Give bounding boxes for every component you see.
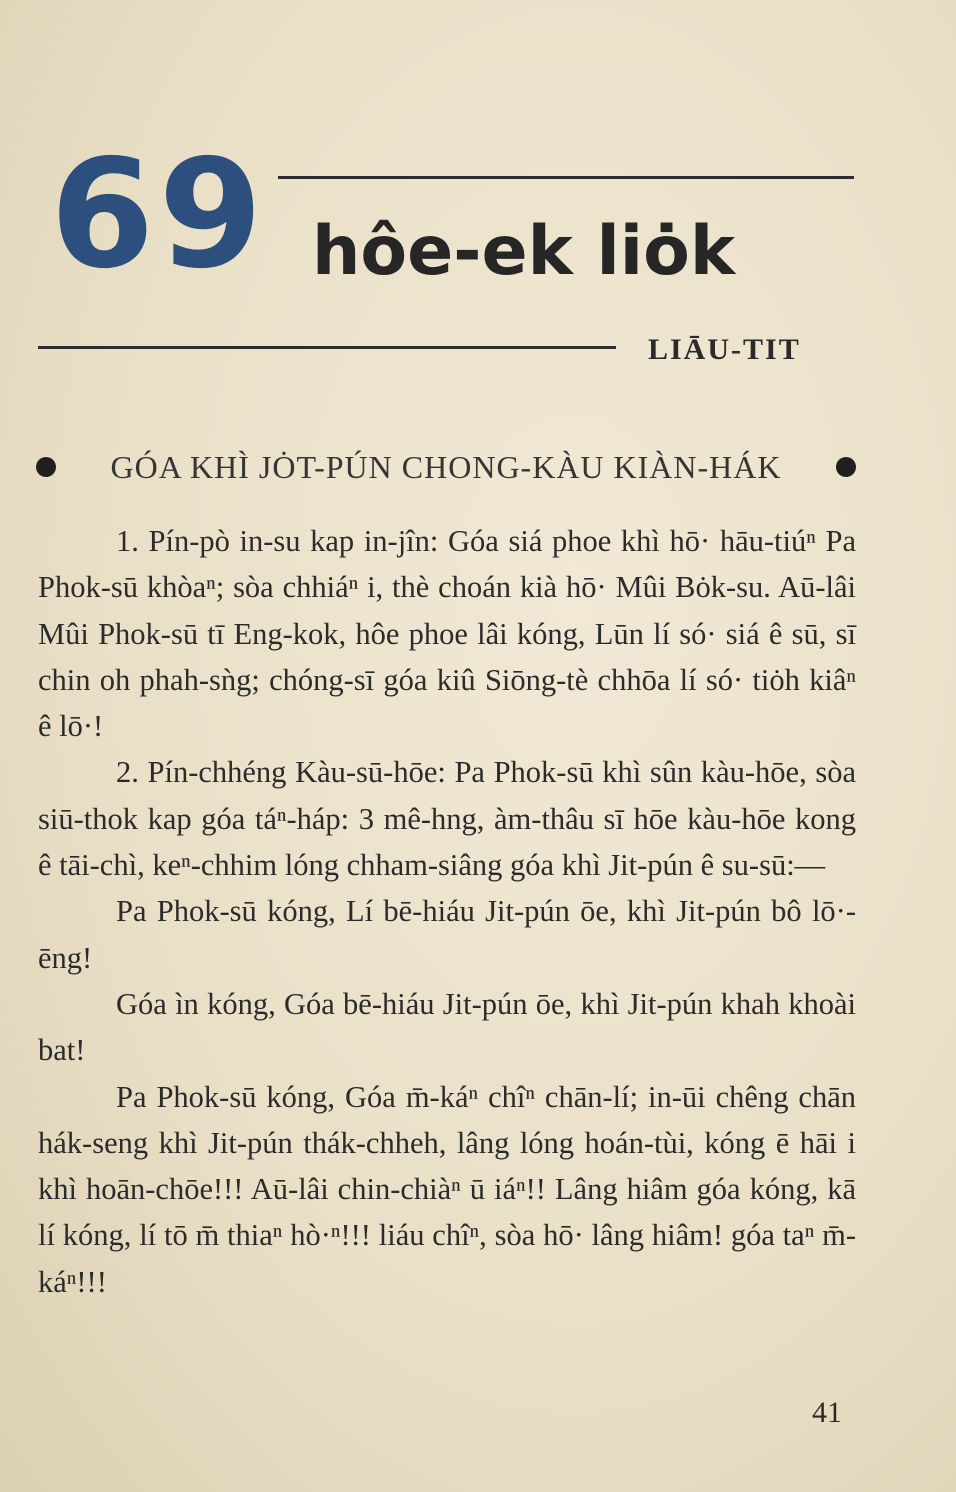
top-rule xyxy=(278,176,854,179)
chapter-number: 69 xyxy=(50,128,267,302)
bottom-rule xyxy=(38,346,616,349)
author-name: LIĀU-TIT xyxy=(648,333,801,366)
paragraph-3: Pa Phok-sū kóng, Lí bē-hiáu Jit-pún ōe, khì Jit-pún bô lō·-ēng! xyxy=(38,894,856,975)
paragraph-5: Pa Phok-sū kóng, Góa m̄-káⁿ chîⁿ chān-lí; in-ūi chêng chān hák-seng khì Jit-pún thák-chheh, lâng lóng hoán-tùi, kóng ē hāi i khì hoān-chōe!!! Aū-lâi chin-chiàⁿ ū iáⁿ!! Lâng hiâm góa kóng, kā lí kóng, lí tō m̄ thiaⁿ hò·ⁿ!!! liáu chîⁿ, sòa hō· lâng hiâm! góa taⁿ m̄-káⁿ!!! xyxy=(38,1079,856,1299)
paragraph-1: 1. Pín-pò in-su kap in-jîn: Góa siá phoe khì hō· hāu-tiúⁿ Pa Phok-sū khòaⁿ; sòa chhiáⁿ i, thè choán kià hō· Mûi Bȯk-su. Aū-lâi Mûi Phok-sū tī Eng-kok, hôe phoe lâi kóng, Lūn lí só· siá ê sū, sī chin oh phah-sǹg; chóng-sī góa kiû Siōng-tè chhōa lí só· tiȯh kiâⁿ ê lō·! xyxy=(38,524,856,744)
bullet-icon-right xyxy=(836,457,856,477)
body-text xyxy=(38,518,856,1305)
bullet-icon-left xyxy=(36,457,56,477)
chapter-title: hôe-ek liȯk xyxy=(312,212,736,291)
paragraph-4: Góa ìn kóng, Góa bē-hiáu Jit-pún ōe, khì Jit-pún khah khoài bat! xyxy=(38,986,856,1068)
paragraph-2: 2. Pín-chhéng Kàu-sū-hōe: Pa Phok-sū khì sûn kàu-hōe, sòa siū-thok kap góa táⁿ-háp: 3 mê-hng, àm-thâu sī hōe kàu-hōe kong ê tāi-chì, keⁿ-chhim lóng chham-siâng góa khì Jit-pún ê su-sū:— xyxy=(38,755,856,883)
section-heading-text: GÓA KHÌ JȮT-PÚN CHONG-KÀU KIÀN-HÁK xyxy=(110,448,782,485)
page-number: 41 xyxy=(812,1396,842,1429)
section-heading xyxy=(36,442,856,492)
